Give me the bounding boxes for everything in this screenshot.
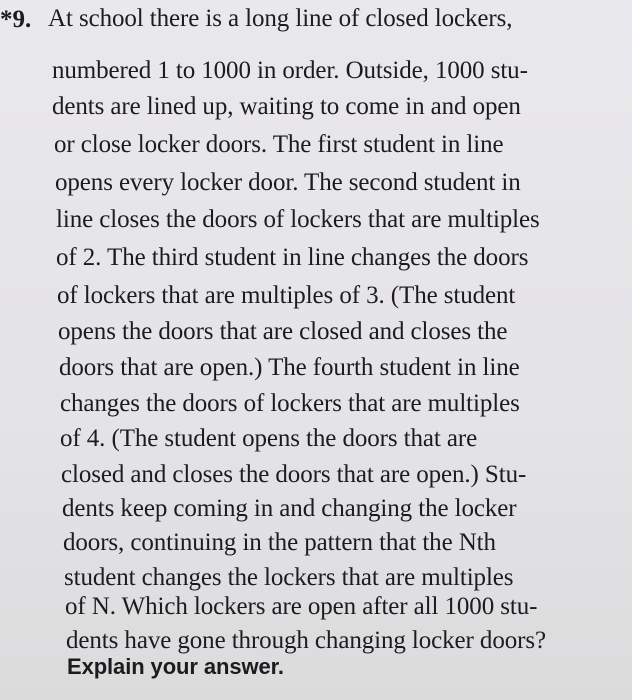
text-line: changes the doors of lockers that are multiples <box>60 390 520 417</box>
text-line: of lockers that are multiples of 3. (The student <box>57 282 516 309</box>
text-line: At school there is a long line of closed lockers, <box>48 5 513 32</box>
text-line: numbered 1 to 1000 in order. Outside, 1000 stu- <box>52 57 528 84</box>
text-line: opens every locker door. The second student in <box>55 169 521 196</box>
text-line: opens the doors that are closed and closes the <box>58 318 508 345</box>
text-line: line closes the doors of lockers that are multiples <box>56 206 540 233</box>
text-line: dents keep coming in and changing the locker <box>62 495 517 522</box>
text-line: doors, continuing in the pattern that the Nth <box>63 529 496 556</box>
text-line: closed and closes the doors that are open.) Stu- <box>61 461 527 488</box>
text-line: of N. Which lockers are open after all 1000 stu- <box>65 593 538 620</box>
text-line: of 4. (The student opens the doors that are <box>60 425 478 452</box>
text-line: dents have gone through changing locker doors? <box>66 627 546 654</box>
text-line: doors that are open.) The fourth student in line <box>59 354 520 381</box>
text-line: dents are lined up, waiting to come in and open <box>52 93 521 120</box>
problem-number: *9. <box>0 6 32 33</box>
instruction-line: Explain your answer. <box>67 654 284 679</box>
text-line: or close locker doors. The first student in line <box>54 131 504 158</box>
text-line: student changes the lockers that are multiples <box>64 564 514 591</box>
text-line: of 2. The third student in line changes the doors <box>56 244 529 271</box>
